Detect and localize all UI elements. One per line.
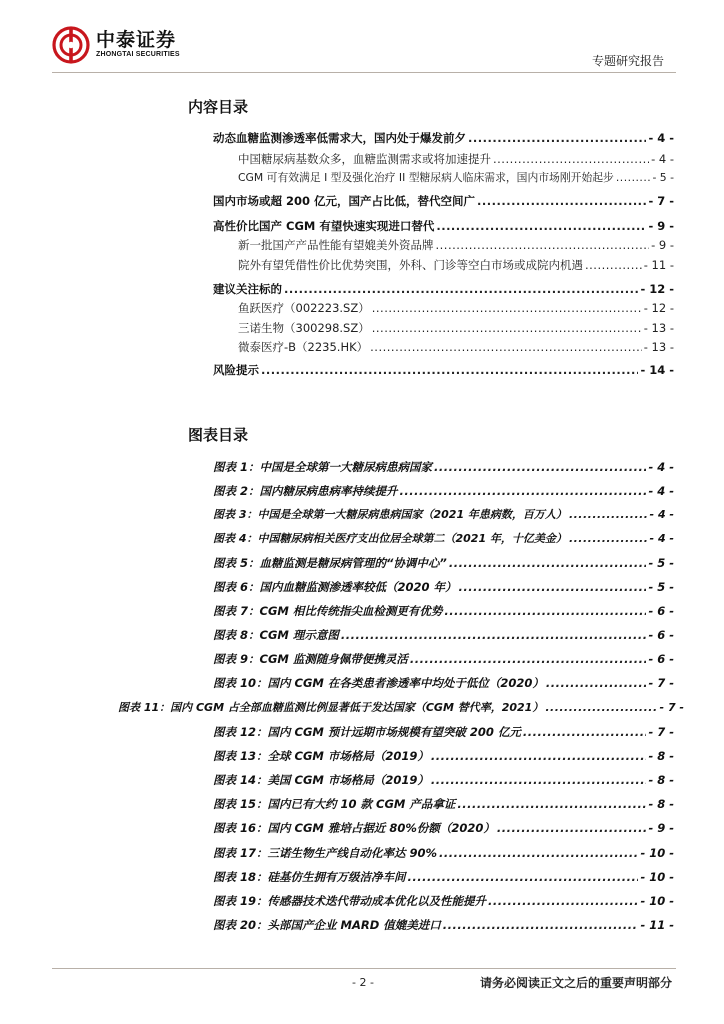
figure-entry-text: 图表 18：硅基仿生拥有万级洁净车间 (213, 870, 406, 884)
toc-entry-text: 三诺生物（300298.SZ） (238, 321, 370, 335)
toc-leader (434, 459, 646, 475)
toc-entry-page: - 12 - (643, 301, 674, 315)
figure-entry-page: - 8 - (648, 749, 674, 763)
toc-leader (477, 193, 646, 209)
figure-entry-page: - 5 - (648, 580, 674, 594)
logo-english-name: ZHONGTAI SECURITIES (96, 51, 180, 58)
figures-title: 图表目录 (188, 426, 249, 444)
figure-entry-text: 图表 7：CGM 相比传统指尖血检测更有优势 (213, 604, 443, 618)
figure-entry[interactable] (118, 700, 684, 716)
toc-leader (372, 320, 642, 336)
figure-entry-page: - 10 - (640, 894, 674, 908)
figure-entry-page: - 10 - (640, 846, 674, 860)
toc-entry-page: - 9 - (651, 238, 674, 252)
toc-leader (444, 603, 646, 619)
toc-entry-page: - 14 - (640, 363, 674, 377)
figure-entry-page: - 7 - (648, 676, 674, 690)
page-number: - 2 - (352, 976, 374, 989)
toc-entry-text: 风险提示 (213, 363, 259, 377)
toc-leader (370, 339, 642, 355)
toc-entry[interactable] (238, 339, 674, 355)
company-logo (52, 26, 180, 64)
figure-entry-text: 图表 6：国内血糖监测渗透率较低（2020 年） (213, 580, 457, 594)
figure-entry-text: 图表 8：CGM 理示意图 (213, 628, 339, 642)
figure-entry-text: 图表 19：传感器技术迭代带动成本优化以及性能提升 (213, 894, 487, 908)
figure-entry-text: 图表 3：中国是全球第一大糖尿病患病国家（2021 年患病数，百万人） (213, 508, 567, 521)
figure-entry[interactable] (213, 845, 674, 861)
toc-entry-page: - 13 - (643, 340, 674, 354)
figure-entry-text: 图表 1：中国是全球第一大糖尿病患病国家 (213, 460, 433, 474)
toc-leader (585, 257, 642, 273)
header-divider (52, 72, 676, 73)
toc-entry[interactable] (213, 281, 674, 297)
figure-entry-page: - 4 - (649, 508, 674, 521)
toc-entry-page: - 12 - (640, 282, 674, 296)
toc-entry[interactable] (238, 320, 674, 336)
toc-entry[interactable] (213, 193, 674, 209)
figure-entry[interactable] (213, 579, 674, 595)
toc-leader (436, 237, 650, 253)
footer-disclaimer: 请务必阅读正文之后的重要声明部分 (479, 976, 672, 990)
figure-entry-page: - 8 - (648, 797, 674, 811)
figure-entry-text: 图表 9：CGM 监测随身佩带便携灵活 (213, 652, 408, 666)
toc-entry[interactable] (213, 218, 674, 234)
figure-entry[interactable] (213, 869, 674, 885)
figure-entry[interactable] (213, 483, 674, 499)
figure-entry[interactable] (213, 796, 674, 812)
figure-entry-page: - 7 - (648, 725, 674, 739)
figure-entry-page: - 6 - (648, 604, 674, 618)
toc-entry-page: - 9 - (648, 219, 674, 233)
figure-entry[interactable] (213, 507, 674, 523)
toc-leader (431, 748, 647, 764)
figure-entry-page: - 10 - (640, 870, 674, 884)
figure-entry-page: - 4 - (648, 460, 674, 474)
toc-leader (497, 820, 647, 836)
toc-entry-text: 高性价比国产 CGM 有望快速实现进口替代 (213, 219, 435, 233)
figure-entry[interactable] (213, 627, 674, 643)
toc-entry-page: - 5 - (652, 171, 674, 184)
toc-entry-page: - 13 - (643, 321, 674, 335)
figure-entry-text: 图表 10：国内 CGM 在各类患者渗透率中均处于低位（2020） (213, 676, 544, 690)
figure-entry-text: 图表 17：三诺生物生产线自动化率达 90% (213, 846, 438, 860)
toc-entry[interactable] (238, 300, 674, 316)
toc-leader (436, 218, 646, 234)
toc-entry[interactable] (213, 130, 674, 146)
toc-leader (545, 700, 657, 716)
figure-entry[interactable] (213, 748, 674, 764)
toc-entry-text: 建议关注标的 (213, 282, 282, 296)
figure-entry[interactable] (213, 675, 674, 691)
figure-entry-text: 图表 16：国内 CGM 雅培占据近 80%份额（2020） (213, 821, 495, 835)
toc-leader (372, 300, 642, 316)
toc-leader (341, 627, 647, 643)
toc-leader (443, 917, 639, 933)
footer-divider (52, 968, 676, 969)
page-header (0, 0, 724, 80)
toc-leader (546, 675, 647, 691)
toc-entry[interactable] (238, 257, 674, 273)
toc-leader (431, 772, 647, 788)
figure-entry-page: - 8 - (648, 773, 674, 787)
toc-entry-page: - 4 - (648, 131, 674, 145)
figure-entry[interactable] (213, 651, 674, 667)
figure-entry[interactable] (213, 724, 674, 740)
toc-entry[interactable] (238, 170, 674, 186)
figure-entry-text: 图表 13：全球 CGM 市场格局（2019） (213, 749, 429, 763)
toc-entry-text: 院外有望凭借性价比优势突围，外科、门诊等空白市场或成院内机遇 (238, 258, 583, 272)
figure-entry-text: 图表 15：国内已有大约 10 款 CGM 产品拿证 (213, 797, 456, 811)
figure-entry-text: 图表 11：国内 CGM 占全部血糖监测比例显著低于发达国家（CGM 替代率，2021） (118, 701, 544, 714)
toc-entry-text: 微泰医疗-B（2235.HK） (238, 340, 369, 354)
figure-entry-page: - 11 - (640, 918, 674, 932)
toc-leader (468, 130, 646, 146)
toc-entry-text: 中国糖尿病基数众多，血糖监测需求或将加速提升 (238, 152, 491, 166)
figure-entry[interactable] (213, 820, 674, 836)
figure-entry[interactable] (213, 555, 674, 571)
figure-entry[interactable] (213, 772, 674, 788)
figure-entry-page: - 4 - (649, 532, 674, 545)
toc-leader (569, 507, 648, 523)
toc-leader (459, 579, 647, 595)
figure-entry-page: - 7 - (659, 701, 684, 714)
report-type-label: 专题研究报告 (591, 54, 664, 68)
toc-entry[interactable] (213, 362, 674, 378)
toc-entry-text: CGM 可有效满足 I 型及强化治疗 II 型糖尿病人临床需求，国内市场刚开始起步 (238, 171, 614, 184)
toc-leader (261, 362, 638, 378)
figure-entry-text: 图表 20：头部国产企业 MARD 值媲美进口 (213, 918, 441, 932)
toc-leader (616, 170, 651, 186)
figure-entry-text: 图表 12：国内 CGM 预计远期市场规模有望突破 200 亿元 (213, 725, 521, 739)
toc-entry-page: - 11 - (643, 258, 674, 272)
toc-entry-text: 动态血糖监测渗透率低需求大，国内处于爆发前夕 (213, 131, 466, 145)
toc-entry-text: 鱼跃医疗（002223.SZ） (238, 301, 370, 315)
toc-leader (523, 724, 647, 740)
figure-entry-page: - 4 - (648, 484, 674, 498)
figure-entry-text: 图表 14：美国 CGM 市场格局（2019） (213, 773, 429, 787)
figure-entry[interactable] (213, 531, 674, 547)
figure-entry-text: 图表 2：国内糖尿病患病率持续提升 (213, 484, 398, 498)
toc-entry[interactable] (238, 237, 674, 253)
toc-leader (457, 796, 646, 812)
figure-entry-page: - 6 - (648, 628, 674, 642)
contents-title: 内容目录 (188, 98, 249, 116)
toc-leader (410, 651, 647, 667)
toc-entry-page: - 7 - (648, 194, 674, 208)
figure-entry[interactable] (213, 917, 674, 933)
figure-entry-page: - 5 - (648, 556, 674, 570)
figure-entry[interactable] (213, 893, 674, 909)
toc-leader (569, 531, 648, 547)
figure-entry-page: - 9 - (648, 821, 674, 835)
toc-leader (449, 555, 647, 571)
figure-entry[interactable] (213, 603, 674, 619)
toc-entry-text: 新一批国产产品性能有望媲美外资品牌 (238, 238, 434, 252)
toc-leader (488, 893, 638, 909)
toc-leader (493, 151, 649, 167)
zhongtai-logo-icon (52, 26, 90, 64)
logo-chinese-name: 中泰证券 (96, 29, 177, 51)
figure-entry-text: 图表 5：血糖监测是糖尿病管理的“协调中心” (213, 556, 447, 570)
figure-entry-page: - 6 - (648, 652, 674, 666)
toc-leader (400, 483, 647, 499)
toc-leader (439, 845, 638, 861)
figure-entry[interactable] (213, 459, 674, 475)
figure-entry-text: 图表 4：中国糖尿病相关医疗支出位居全球第二（2021 年，十亿美金） (213, 532, 567, 545)
toc-entry-page: - 4 - (651, 152, 674, 166)
toc-leader (284, 281, 638, 297)
toc-entry[interactable] (238, 151, 674, 167)
toc-leader (408, 869, 639, 885)
toc-entry-text: 国内市场或超 200 亿元，国产占比低，替代空间广 (213, 194, 476, 208)
